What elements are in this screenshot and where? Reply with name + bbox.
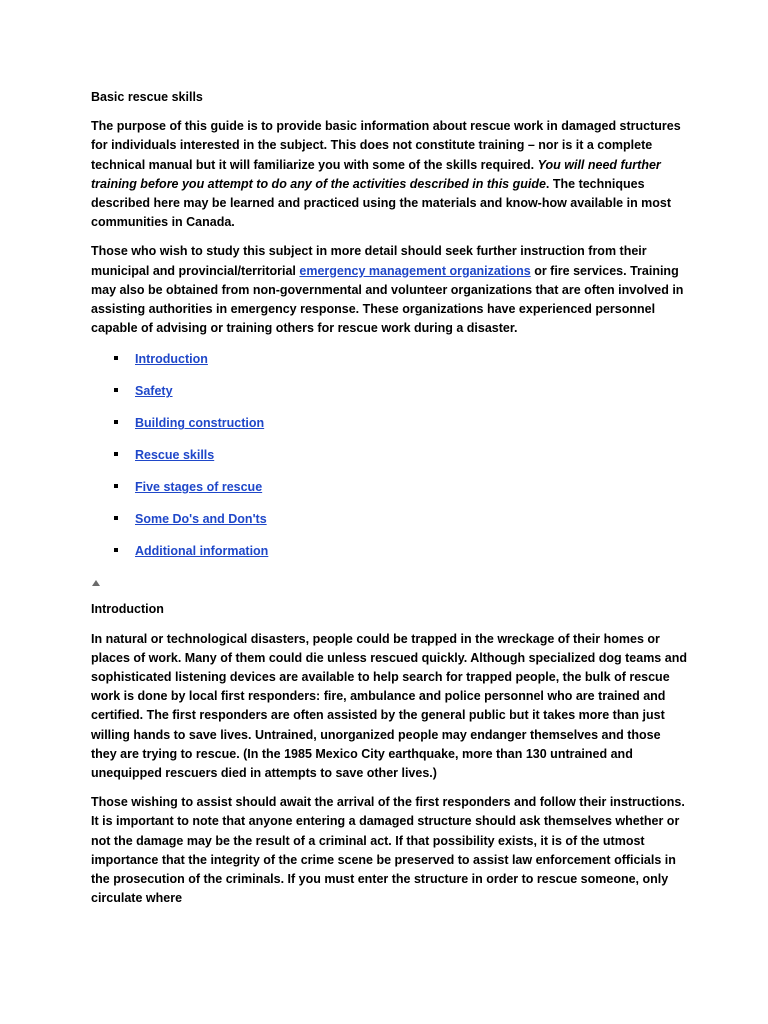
introduction-paragraph-2: Those wishing to assist should await the arrival of the first responders and follow their instructions. It is important to note that anyone entering a damaged structure should ask themselves whether or not the damage may be the result of a criminal act. If that possibility exists, it is of the utmost importance that the integrity of the crime scene be preserved to assist law enforcement officials in the prosecution of the criminals. If you must enter the structure in order to rescue someone, only circulate where (91, 795, 685, 906)
square-bullet-icon (114, 548, 118, 552)
intro-paragraph-study (91, 242, 687, 338)
toc-item-building-construction (91, 414, 687, 446)
section-title-introduction: Introduction (91, 602, 164, 617)
page-title: Basic rescue skills (91, 90, 203, 104)
toc-link-rescue-skills[interactable]: Rescue skills (135, 448, 215, 463)
toc-link-building-construction[interactable]: Building construction (135, 416, 265, 431)
study-text: Those who wish to study this subject in more detail should seek further instruction from their municipal and provincial/territorial (91, 244, 647, 278)
emergency-management-link[interactable]: emergency management organizations (299, 263, 531, 278)
toc-link-safety[interactable]: Safety (135, 384, 173, 399)
toc-link-dos-and-donts[interactable]: Some Do's and Don'ts (135, 512, 267, 527)
study-text-end: or fire services. Training may also be obtained from non-governmental and volunteer organizations that are often involved in assisting authorities in emergency response. These organizations have experienced personnel capable of advising or training others for rescue work during a disaster. (91, 263, 684, 336)
purpose-italic-text: You will need further training before you attempt to do any of the activities described in this guide (91, 157, 661, 191)
toc-item-safety (91, 382, 687, 414)
toc-item-rescue-skills (91, 446, 687, 478)
toc-link-introduction[interactable]: Introduction (135, 352, 208, 367)
square-bullet-icon (114, 452, 118, 456)
introduction-paragraph-1: In natural or technological disasters, people could be trapped in the wreckage of their homes or places of work. Many of them could die unless rescued quickly. Although specialized dog teams and sophisticated listening devices are available to help search for trapped people, the bulk of rescue work is done by local first responders: fire, ambulance and police personnel who are trained and certified. The first responders are often assisted by the general public but it takes more than just willing hands to save lives. Untrained, unorganized people may endanger themselves and those they are trying to rescue. (In the 1985 Mexico City earthquake, more than 130 untrained and unequipped rescuers died in attempts to save other lives.) (91, 631, 687, 781)
purpose-text-end: . The techniques described here may be learned and practiced using the materials and know-how available in most communities in Canada. (91, 176, 672, 230)
square-bullet-icon (114, 356, 118, 360)
purpose-text: The purpose of this guide is to provide basic information about rescue work in damaged structures for individuals interested in the subject. This does not constitute training – nor is it a complete technical manual but it will familiarize you with some of the skills required. (91, 119, 681, 172)
toc-item-additional-information (91, 542, 687, 574)
intro-paragraph-purpose (91, 117, 687, 232)
toc-link-five-stages[interactable]: Five stages of rescue (135, 480, 263, 495)
toc-item-introduction (91, 350, 687, 382)
square-bullet-icon (114, 388, 118, 392)
toc-item-five-stages (91, 478, 687, 510)
square-bullet-icon (114, 516, 118, 520)
back-to-top-up-arrow-icon[interactable] (92, 580, 100, 586)
document-page (91, 88, 687, 918)
square-bullet-icon (114, 420, 118, 424)
square-bullet-icon (114, 484, 118, 488)
table-of-contents (91, 350, 687, 574)
toc-item-dos-and-donts (91, 510, 687, 542)
toc-link-additional-information[interactable]: Additional information (135, 544, 269, 559)
